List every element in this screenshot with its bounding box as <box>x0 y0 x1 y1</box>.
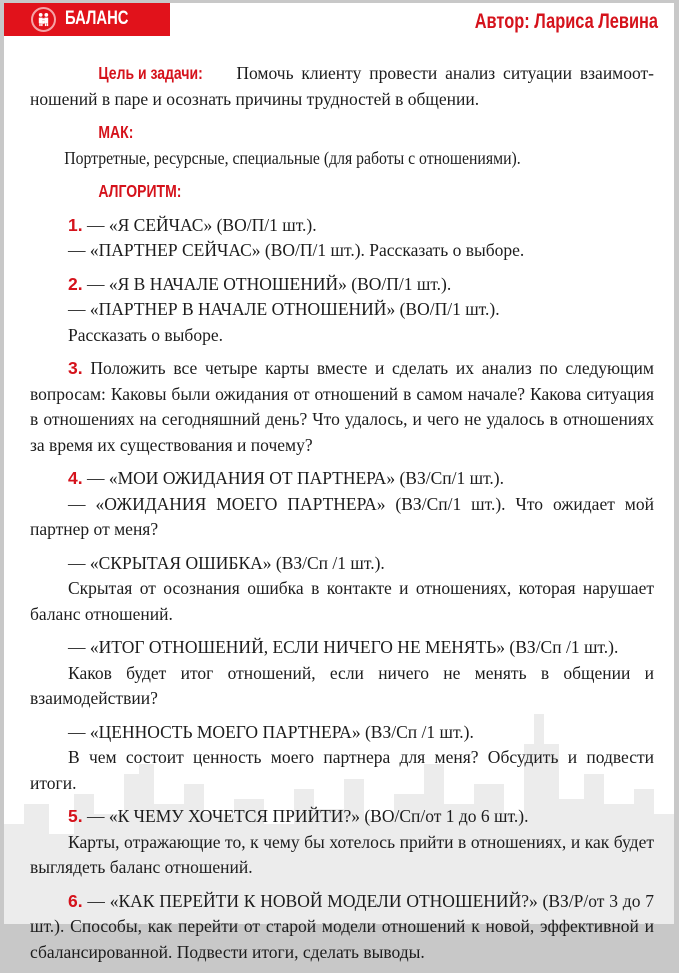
step-line: — «ОЖИДАНИЯ МОЕГО ПАРТНЕРА» (ВЗ/Сп/1 шт.). Что ожидает мой партнер от меня? <box>30 493 654 539</box>
algorithm-heading <box>30 179 654 205</box>
step-6 <box>30 889 654 966</box>
step-text: Карты, отражающие то, к чему бы хотелось прийти в отношениях, и как будет выглядеть баланс отношений. <box>30 831 654 877</box>
algorithm-label: АЛГОРИТМ: <box>98 181 182 201</box>
step-number: 1. <box>68 214 83 235</box>
brand-title: БАЛАНС <box>65 8 129 29</box>
step-number: 2. <box>68 273 83 294</box>
mak-paragraph <box>30 120 654 171</box>
subitem-text: В чем состоит ценность моего партнера для меня? Обсудить и подвести итоги. <box>30 747 654 793</box>
step-line: — «ПАРТНЕР В НАЧАЛЕ ОТНОШЕНИЙ» (ВО/П/1 шт.). <box>68 299 500 319</box>
step-line: — «МОИ ОЖИДАНИЯ ОТ ПАРТНЕРА» (ВЗ/Сп/1 шт.). <box>86 468 504 488</box>
goal-paragraph <box>30 61 654 112</box>
step-text: Положить все четыре карты вместе и сделать их анализ по следующим вопросам: Каковы были ожидания от отношений в самом начале? Какова ситуация в отношениях на сегодняшний день? Что удалось, и чего не удалось в отношениях за время их существования и почему? <box>30 358 654 455</box>
step-line: Рассказать о выборе. <box>68 324 223 345</box>
mak-label: МАК: <box>98 122 134 142</box>
step-1 <box>68 213 654 264</box>
subitem-text: Скрытая от осознания ошибка в контакте и отношениях, которая нарушает баланс отношений. <box>30 578 654 624</box>
goal-text: Помочь клиенту провести анализ ситуации взаимоотношений в паре и осознать причины трудностей в общении. <box>30 63 654 109</box>
goal-label: Цель и задачи: <box>98 63 203 83</box>
author-line: Автор: Лариса Левина <box>474 10 658 33</box>
step-number: 4. <box>68 468 83 488</box>
document-body <box>30 61 654 973</box>
subitem-title: — «СКРЫТАЯ ОШИБКА» (ВЗ/Сп /1 шт.). <box>68 552 385 573</box>
family-icon <box>31 7 56 32</box>
step-number: 6. <box>68 890 83 911</box>
step-number: 3. <box>68 358 83 378</box>
step-4-subitem <box>30 551 654 628</box>
step-2 <box>68 272 654 349</box>
mak-text: Портретные, ресурсные, специальные (для работы с отношениями). <box>64 147 521 168</box>
step-4-subitem <box>30 635 654 712</box>
step-4 <box>30 466 654 543</box>
subitem-title: — «ЦЕННОСТЬ МОЕГО ПАРТНЕРА» (ВЗ/Сп /1 шт.). <box>68 721 474 742</box>
step-line: — «ПАРТНЕР СЕЙЧАС» (ВО/П/1 шт.). Рассказать о выборе. <box>68 240 525 260</box>
step-4-subitem <box>30 720 654 797</box>
step-text: — «КАК ПЕРЕЙТИ К НОВОЙ МОДЕЛИ ОТНОШЕНИЙ?» (ВЗ/Р/от 3 до 7 шт.). Способы, как перейти от старой модели отношений к новой, эффективной и сбалансированной. Подвести итоги, сделать выводы. <box>30 890 655 962</box>
document-page <box>4 3 674 962</box>
step-line: — «К ЧЕМУ ХОЧЕТСЯ ПРИЙТИ?» (ВО/Сп/от 1 до 6 шт.). <box>86 806 529 826</box>
subitem-title: — «ИТОГ ОТНОШЕНИЙ, ЕСЛИ НИЧЕГО НЕ МЕНЯТЬ» (ВЗ/Сп /1 шт.). <box>68 637 619 657</box>
step-number: 5. <box>68 806 83 826</box>
step-5 <box>30 804 654 881</box>
brand-banner <box>4 3 170 36</box>
step-3 <box>30 356 654 458</box>
step-line: — «Я СЕЙЧАС» (ВО/П/1 шт.). <box>86 214 317 235</box>
subitem-text: Каков будет итог отношений, если ничего не менять в общении и взаимодействии? <box>30 662 654 708</box>
step-line: — «Я В НАЧАЛЕ ОТНОШЕНИЙ» (ВО/П/1 шт.). <box>86 273 452 294</box>
